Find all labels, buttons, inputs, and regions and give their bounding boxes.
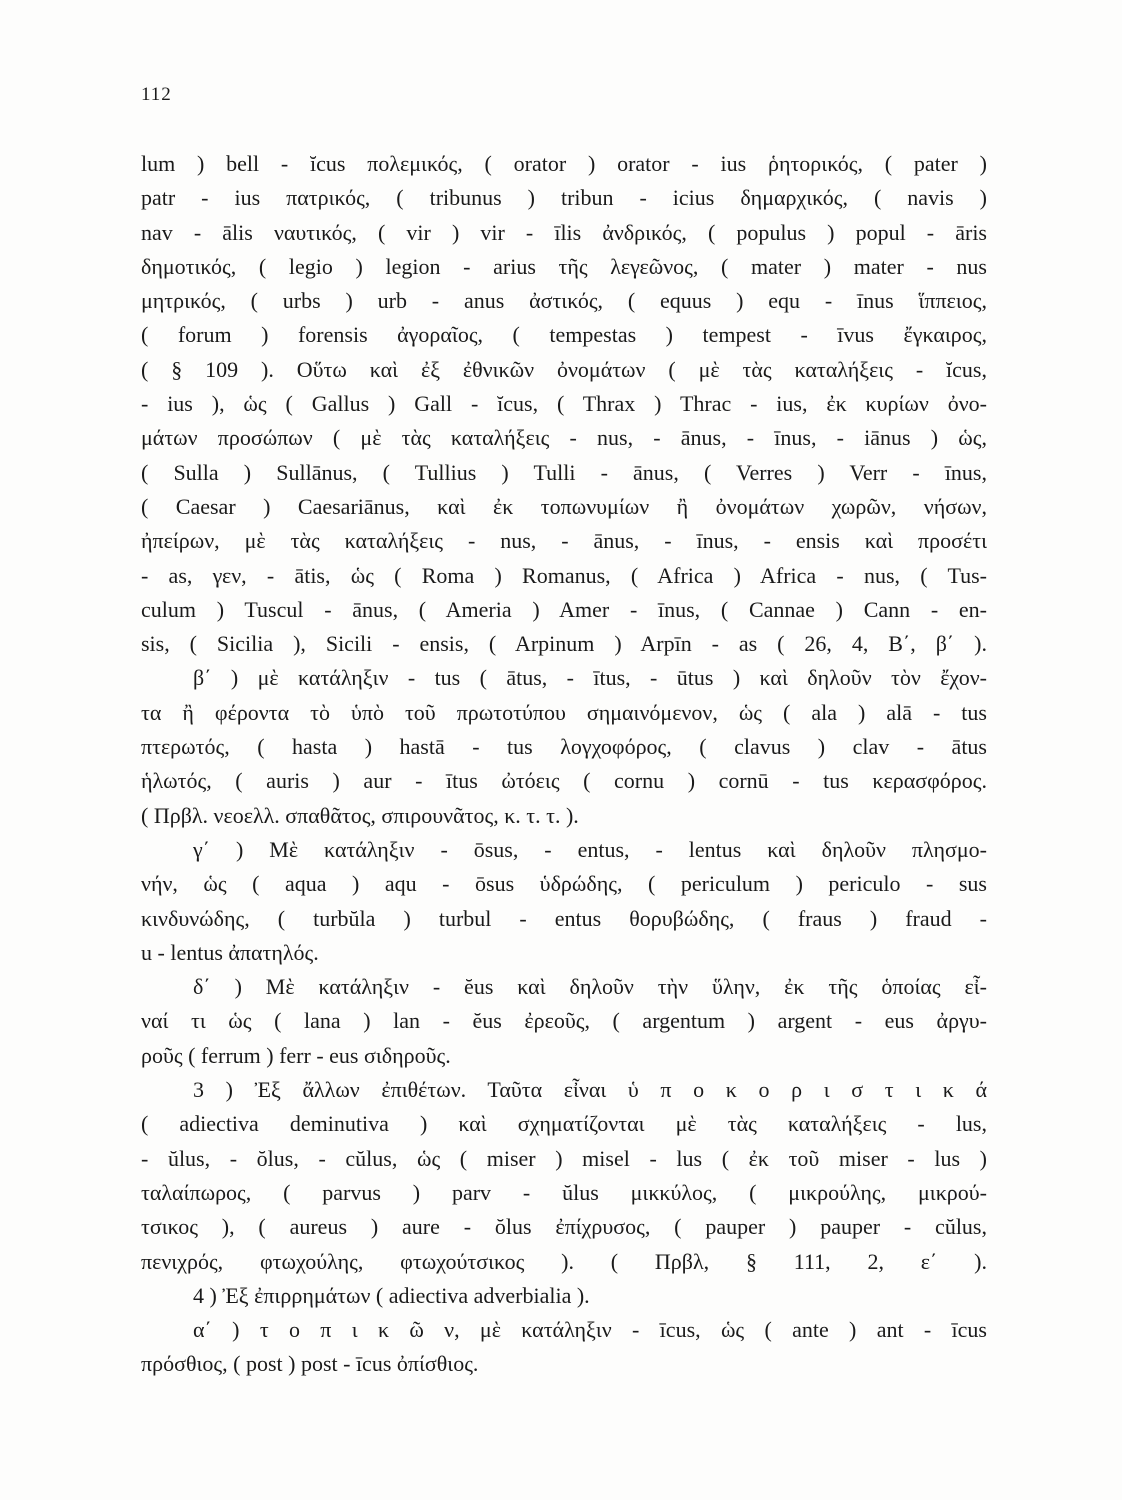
text-line: ( adiectiva deminutiva ) καὶ σχηματίζονται μὲ τὰς καταλήξεις - lus, [141,1111,987,1137]
text-line: patr - ius πατρικός, ( tribunus ) tribun - icius δημαρχικός, ( navis ) [141,185,987,211]
text-line: νήν, ὡς ( aqua ) aqu - ōsus ὑδρώδης, ( periculum ) periculo - sus [141,871,987,897]
text-line: πρόσθιος, ( post ) post - īcus ὀπίσθιος. [141,1351,479,1377]
text-line: ( Caesar ) Caesariānus, καὶ ἐκ τοπωνυμίων ἢ ὀνομάτων χωρῶν, νήσων, [141,493,987,519]
text-line: κινδυνώδης, ( turbŭla ) turbul - entus θορυβώδης, ( fraus ) fraud - [141,905,987,931]
text-line: - as, γεν, - ātis, ὡς ( Roma ) Romanus, ( Africa ) Africa - nus, ( Tus- [141,562,987,588]
text-line: τα ἢ φέροντα τὸ ὑπὸ τοῦ πρωτοτύπου σημαινόμενον, ὡς ( ala ) alā - tus [141,699,987,725]
text-line: lum ) bell - ĭcus πολεμικός, ( orator ) orator - ius ῥητορικός, ( pater ) [141,151,987,176]
text-line: ( Sulla ) Sullānus, ( Tullius ) Tulli - ānus, ( Verres ) Verr - īnus, [141,459,987,485]
text-line: ( Πρβλ. νεοελλ. σπαθᾶτος, σπιρουνᾶτος, κ. τ. τ. ). [141,802,579,828]
text-line: ( forum ) forensis ἀγοραῖος, ( tempestas ) tempest - īvus ἔγκαιρος, [141,322,987,348]
text-line: μητρικός, ( urbs ) urb - anus ἀστικός, ( equus ) equ - īnus ἵππειος, [141,288,987,314]
text-line: γ΄ ) Μὲ κατάληξιν - ōsus, - entus, - lentus καὶ δηλοῦν πλησμο- [193,836,987,862]
text-line: ταλαίπωρος, ( parvus ) parv - ŭlus μικκύλος, ( μικρούλης, μικρού- [141,1179,987,1205]
text-line: - ius ), ὡς ( Gallus ) Gall - ĭcus, ( Thrax ) Thrac - ius, ἐκ κυρίων ὀνο- [141,391,987,417]
text-line: ναί τι ὡς ( lana ) lan - ĕus ἐρεοῦς, ( argentum ) argent - eus ἀργυ- [141,1008,987,1034]
text-line: 4 ) Ἐξ ἐπιρρημάτων ( adiectiva adverbialia ). [193,1282,590,1308]
text-line: - ŭlus, - ŏlus, - cŭlus, ὡς ( miser ) misel - lus ( ἐκ τοῦ miser - lus ) [141,1145,987,1171]
text-line: α΄ ) τ ο π ι κ ῶ ν, μὲ κατάληξιν - īcus, ὡς ( ante ) ant - īcus [193,1317,987,1343]
text-line: ροῦς ( ferrum ) ferr - eus σιδηροῦς. [141,1042,451,1068]
text-line: δημοτικός, ( legio ) legion - arius τῆς λεγεῶνος, ( mater ) mater - nus [141,253,987,279]
text-line: u - lentus ἀπατηλός. [141,939,319,965]
text-line: ἠπείρων, μὲ τὰς καταλήξεις - nus, - ānus, - īnus, - ensis καὶ προσέτι [141,528,987,554]
text-line: sis, ( Sicilia ), Sicili - ensis, ( Arpinum ) Arpīn - as ( 26, 4, Β΄, β΄ ). [141,631,987,657]
text-line: ἡλωτός, ( auris ) aur - ītus ὠτόεις ( cornu ) cornū - tus κερασφόρος. [141,768,987,794]
text-line: πτερωτός, ( hasta ) hastā - tus λογχοφόρος, ( clavus ) clav - ātus [141,734,987,760]
text-line: δ΄ ) Μὲ κατάληξιν - ĕus καὶ δηλοῦν τὴν ὕλην, ἐκ τῆς ὁποίας εἶ- [193,974,987,1000]
text-line: 3 ) Ἐξ ἄλλων ἐπιθέτων. Ταῦτα εἶναι ὑ π ο κ ο ρ ι σ τ ι κ ά [193,1077,987,1103]
body-text [141,147,987,1382]
text-line: ( § 109 ). Οὕτω καὶ ἐξ ἐθνικῶν ὀνομάτων ( μὲ τὰς καταλήξεις - ĭcus, [141,356,987,382]
text-line: nav - ālis ναυτικός, ( vir ) vir - īlis ἀνδρικός, ( populus ) popul - āris [141,219,987,245]
page-number: 112 [141,84,172,105]
text-line: πενιχρός, φτωχούλης, φτωχούτσικος ). ( Πρβλ, § 111, 2, ε΄ ). [141,1248,987,1274]
text-line: β΄ ) μὲ κατάληξιν - tus ( ātus, - ītus, - ūtus ) καὶ δηλοῦν τὸν ἔχον- [193,665,987,691]
text-line: τσικος ), ( aureus ) aure - ŏlus ἐπίχρυσος, ( pauper ) pauper - cŭlus, [141,1214,987,1240]
text-line: culum ) Tuscul - ānus, ( Ameria ) Amer - īnus, ( Cannae ) Cann - en- [141,596,987,622]
text-line: μάτων προσώπων ( μὲ τὰς καταλήξεις - nus, - ānus, - īnus, - iānus ) ὡς, [141,425,987,451]
